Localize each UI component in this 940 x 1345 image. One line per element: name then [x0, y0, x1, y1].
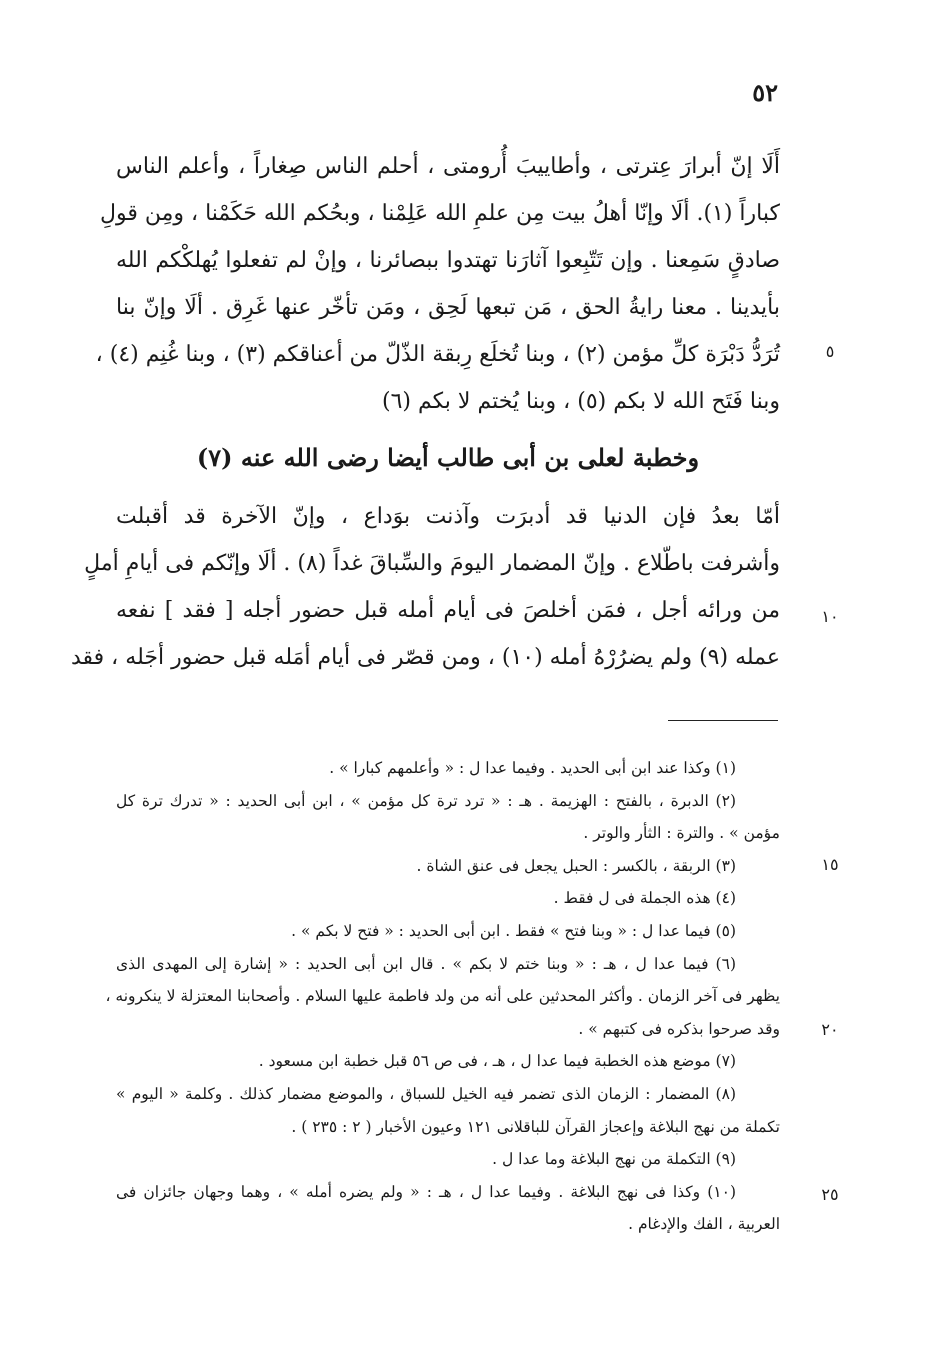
footnote-line: (٨) المضمار : الزمان الذى تضمر فيه الخيل للسباق ، والموضع مضمار كذلك . وكلمة « اليوم » [116, 1084, 736, 1103]
footnote-line: وقد صرحوا بذكره فى كتبهم » . [578, 1019, 780, 1038]
paragraph-2 [71, 493, 780, 681]
footnote-line: العربية ، الفك والإدغام . [628, 1215, 780, 1234]
footnote-line: (٦) فيما عدا ل ، هـ : « وبنا ختم لا بكم » . قال ابن أبى الحديد : « إشارة إلى المهدى الذى [116, 954, 736, 973]
text-line: تُرَدُّ دَبْرَة كلِّ مؤمن (٢) ، وبنا تُخلَع رِبقة الذّلّ من أعناقكم (٣) ، وبنا غُنِم (٤) ، [95, 342, 780, 367]
footnote-line: (٤) هذه الجملة فى ل فقط . [553, 889, 736, 908]
footnote-line: (٥) فيما عدا ل : « وبنا فتح » فقط . ابن أبى الحديد : « فتح لا بكم » . [291, 921, 736, 940]
sermon-heading: وخطبة لعلى بن أبى طالب أيضا رضى الله عنه (٧) [196, 443, 700, 472]
line-number: ٢٥ [821, 1185, 839, 1204]
footnote-line: (٣) الربقة ، بالكسر : الحبل يجعل فى عنق الشاة . [416, 856, 736, 875]
text-line: بأيدينا . معنا رايةُ الحق ، مَن تبعها لَحِق ، ومَن تأخّر عنها غَرِق . ألَا وإنّ بنا [116, 295, 780, 320]
footnote-separator [668, 720, 778, 721]
footnote-line: (١) وكذا عند ابن أبى الحديد . وفيما عدا ل : « وأعلمهم كبارا » . [329, 759, 736, 777]
text-line: أمّا بعدُ فإن الدنيا قد أدبرَت وآذنت بوَداع ، وإنّ الآخرة قد أقبلت [116, 504, 780, 529]
text-line: وبنا فَتَح الله لا بكم (٥) ، وبنا يُختم لا بكم (٦) [382, 389, 780, 414]
footnote-line: (١٠) وكذا فى نهج البلاغة . وفيما عدا ل ، هـ : « ولم يضره أمله » ، وهما وجهان جائزان فى [116, 1182, 736, 1201]
line-number: ٢٠ [821, 1020, 839, 1039]
page-number: ٥٢ [752, 78, 778, 107]
footnote-line: مؤمن » . والترة : الثأر والوتر . [583, 824, 780, 843]
line-number: ١٠ [821, 607, 839, 626]
line-number: ٥ [825, 342, 835, 361]
text-line: عمله (٩) ولم يضرُرْهُ أمله (١٠) ، ومن قصّر فى أيام أمَله قبل حضور أجَله ، فقد [71, 645, 780, 670]
text-line: وأشرفت باطّلاع . وإنّ المضمار اليومَ والسِّباقَ غداً (٨) . ألَا وإنّكم فى أيامِ أملٍ [84, 551, 780, 576]
line-number: ١٥ [821, 855, 839, 874]
text-line: من ورائه أجل ، فمَن أخلصَ فى أيام أمله قبل حضور أجله [ فقد ] نفعه [116, 598, 780, 623]
text-line: صادقٍ سَمِعنا . وإن تَتّبِعوا آثارَنا تهتدوا ببصائرنا ، وإنْ لم تفعلوا يُهلكْكم الله [116, 248, 780, 273]
paragraph-1 [95, 143, 780, 425]
footnote-line: (٩) التكملة من نهج البلاغة وما عدا ل . [492, 1150, 736, 1169]
footnotes [105, 752, 780, 1241]
text-line: أَلَا إنّ أبرارَ عِترتى ، وأطاييبَ أُرومتى ، أحلم الناس صِغاراً ، وأعلم الناس [116, 154, 780, 179]
footnote-line: (٧) موضع هذه الخطبة فيما عدا ل ، هـ ، فى ص ٥٦ قبل خطبة ابن مسعود . [258, 1052, 736, 1071]
text-line: كباراً (١). ألَا وإنّا أهلُ بيت مِن علمِ الله عَلِمْنا ، وبحُكم الله حَكَمْنا ، ومِن قولِ [99, 201, 780, 226]
footnote-line: (٢) الدبرة ، بالفتح : الهزيمة . هـ : « ترد ترة كل مؤمن » ، ابن أبى الحديد : « تدرك ترة كل [116, 791, 736, 810]
footnote-line: يظهر فى آخر الزمان . وأكثر المحدثين على أنه من ولد فاطمة عليها السلام . وأصحابنا المعتزلة لا ينكرونه ، [105, 987, 780, 1006]
footnote-line: تكملة من نهج البلاغة وإعجاز القرآن للباقلانى ١٢١ وعيون الأخبار ( ٢ : ٢٣٥ ) . [291, 1117, 780, 1136]
